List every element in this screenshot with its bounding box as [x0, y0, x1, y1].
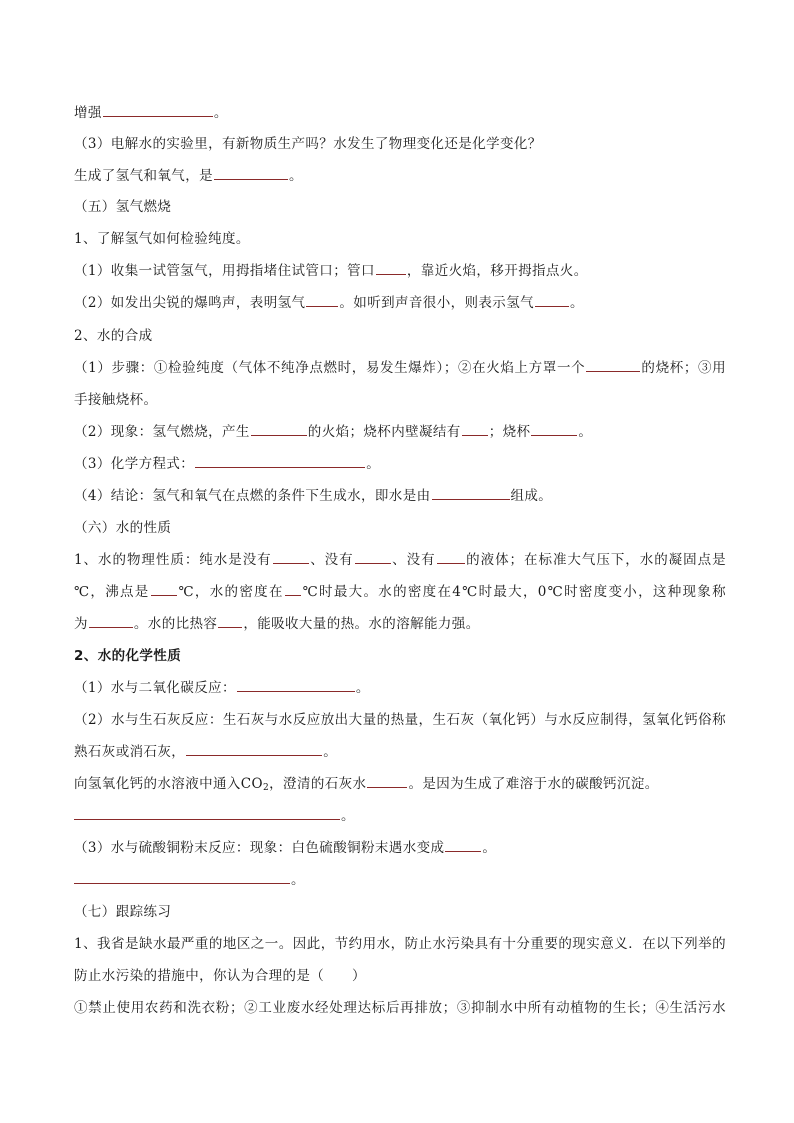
text-segment: 的液体；在标准大气压下，水的凝固点是 — [465, 552, 726, 568]
text-line — [74, 806, 726, 826]
text-line — [74, 582, 726, 602]
answer-blank[interactable] — [285, 582, 301, 596]
section-heading: 2、水的化学性质 — [74, 648, 182, 664]
text-segment: （3）水与硫酸铜粉末反应：现象：白色硫酸铜粉末遇水变成 — [74, 840, 445, 856]
text-segment: 、没有 — [391, 552, 436, 568]
answer-blank[interactable] — [432, 486, 510, 500]
text-segment: 。 — [289, 168, 303, 184]
text-line: （3）电解水的实验里，有新物质生产吗？水发生了物理变化还是化学变化？ — [74, 136, 542, 152]
text-segment: ，澄清的石灰水 — [269, 776, 367, 792]
text-segment: 生成了氢气和氧气，是 — [74, 168, 213, 184]
question-line: ①禁止使用农药和洗衣粉；②工业废水经处理达标后再排放；③抑制水中所有动植物的生长；④生活污水 — [74, 1000, 726, 1016]
answer-blank[interactable] — [103, 103, 213, 117]
text-segment: 的烧杯；③用 — [641, 360, 726, 376]
text-segment: （3）化学方程式： — [74, 456, 195, 472]
text-line: 2、水的合成 — [74, 328, 153, 344]
answer-blank[interactable] — [218, 614, 242, 628]
text-segment: 。 — [482, 840, 497, 856]
text-line — [74, 261, 726, 281]
text-line — [74, 550, 726, 570]
text-segment: ；烧杯 — [488, 424, 531, 440]
text-segment: 。 — [291, 872, 305, 888]
answer-blank[interactable] — [186, 742, 322, 756]
text-segment: 。 — [341, 808, 355, 824]
answer-blank[interactable] — [74, 870, 290, 884]
text-segment: 为 — [74, 616, 88, 632]
text-line — [74, 166, 726, 186]
text-segment: 熟石灰或消石灰， — [74, 744, 186, 760]
text-segment: （1）收集一试管氢气，用拇指堵住试管口；管口 — [74, 263, 375, 279]
text-line — [74, 454, 726, 474]
text-segment: 、没有 — [309, 552, 354, 568]
text-segment: 增强 — [74, 105, 102, 121]
text-segment: （2）如发出尖锐的爆鸣声，表明氢气 — [74, 295, 306, 311]
text-segment: 。 — [366, 456, 381, 472]
text-segment: （1）步骤：①检验纯度（气体不纯净点燃时，易发生爆炸）；②在火焰上方罩一个 — [74, 360, 586, 376]
question-line: 防止水污染的措施中，你认为合理的是（ ） — [74, 968, 366, 984]
answer-blank[interactable] — [195, 454, 365, 468]
text-segment: 。 — [570, 295, 584, 311]
answer-blank[interactable] — [535, 293, 569, 307]
section-heading: （七）跟踪练习 — [74, 904, 172, 920]
text-line — [74, 870, 726, 890]
answer-blank[interactable] — [151, 582, 177, 596]
answer-blank[interactable] — [237, 678, 355, 692]
answer-blank[interactable] — [89, 614, 133, 628]
answer-blank[interactable] — [462, 422, 488, 436]
text-segment: 。是因为生成了难溶于水的碳酸钙沉淀。 — [408, 776, 659, 792]
text-segment: ℃时最大。水的密度在4℃时最大，0℃时密度变小，这种现象称 — [301, 584, 726, 600]
answer-blank[interactable] — [355, 550, 391, 564]
text-line — [74, 614, 726, 634]
text-segment: 组成。 — [510, 488, 553, 504]
text-segment: 。如听到声音很小，则表示氢气 — [339, 295, 534, 311]
answer-blank[interactable] — [251, 422, 307, 436]
text-segment: 。水的比热容 — [133, 616, 218, 632]
answer-blank[interactable] — [273, 550, 309, 564]
text-line: （2）水与生石灰反应：生石灰与水反应放出大量的热量，生石灰（氧化钙）与水反应制得，氢氧化钙俗称 — [74, 712, 726, 728]
text-segment: ，靠近火焰，移开拇指点火。 — [406, 263, 588, 279]
text-segment: 。 — [355, 680, 370, 696]
text-segment: 1、水的物理性质：纯水是没有 — [74, 552, 272, 568]
text-segment: 的火焰；烧杯内壁凝结有 — [307, 424, 461, 440]
text-line — [74, 774, 726, 794]
section-heading: （五）氢气燃烧 — [74, 199, 172, 215]
text-segment: （4）结论：氢气和氧气在点燃的条件下生成水，即水是由 — [74, 488, 431, 504]
text-segment: （1）水与二氧化碳反应： — [74, 680, 236, 696]
text-line: 1、了解氢气如何检验纯度。 — [74, 231, 250, 247]
text-line — [74, 103, 726, 123]
text-segment: 。 — [323, 744, 338, 760]
text-segment: 向氢氧化钙的水溶液中通入CO — [74, 776, 263, 792]
answer-blank[interactable] — [214, 166, 288, 180]
answer-blank[interactable] — [437, 550, 465, 564]
text-line — [74, 358, 726, 378]
answer-blank[interactable] — [306, 293, 338, 307]
text-segment: ℃，沸点是 — [74, 584, 150, 600]
text-segment: 。 — [213, 105, 228, 121]
answer-blank[interactable] — [531, 422, 577, 436]
section-heading: （六）水的性质 — [74, 520, 172, 536]
subscript: 2 — [263, 783, 270, 793]
text-line — [74, 486, 726, 506]
text-line: 手接触烧杯。 — [74, 392, 158, 408]
text-line — [74, 422, 726, 442]
text-segment: 。 — [578, 424, 593, 440]
text-segment: ℃，水的密度在 — [177, 584, 284, 600]
text-segment: ，能吸收大量的热。水的溶解能力强。 — [243, 616, 480, 632]
text-line — [74, 678, 726, 698]
text-line — [74, 293, 726, 313]
answer-blank[interactable] — [74, 806, 340, 820]
answer-blank[interactable] — [367, 774, 407, 788]
answer-blank[interactable] — [445, 838, 481, 852]
answer-blank[interactable] — [376, 261, 406, 275]
answer-blank[interactable] — [586, 358, 640, 372]
text-line — [74, 838, 726, 858]
question-line: 1、我省是缺水最严重的地区之一。因此，节约用水，防止水污染具有十分重要的现实意义．在以下列举的 — [74, 936, 726, 952]
text-segment: （2）现象：氢气燃烧，产生 — [74, 424, 250, 440]
text-line — [74, 742, 726, 762]
